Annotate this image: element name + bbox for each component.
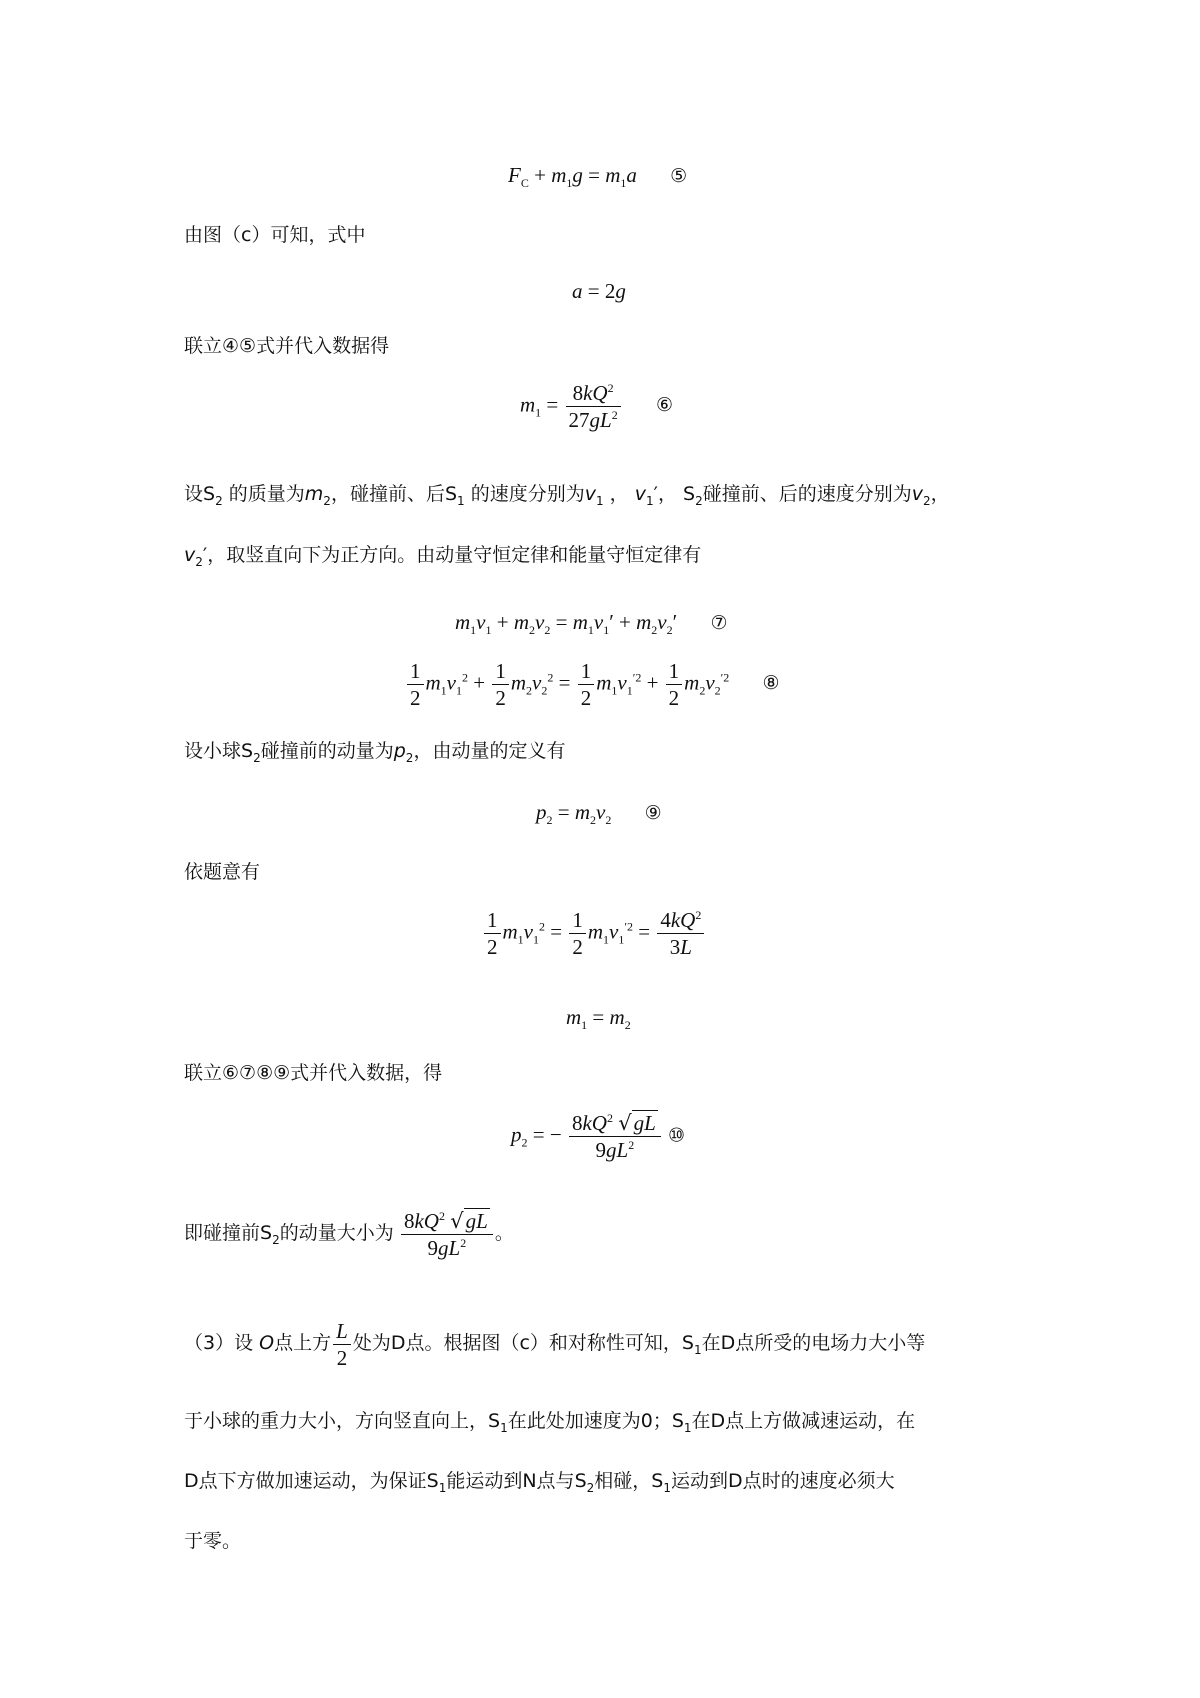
text-span: 的动量大小为 [279,1222,394,1244]
text-span: 设 [184,483,204,505]
equation-tag: ⑧ [762,672,780,695]
text-line: 即碰撞前$S_2$的动量大小为 $\frac{8kQ^2 √gL}{9gL^2}$ 。 [184,1208,514,1260]
equation-5: $F_C + m_1g = m_1a$ ⑤ [508,163,688,191]
text-span: 即碰撞前 [184,1222,261,1244]
text-span: 碰撞前的动量为 [260,740,394,762]
equation-6: $m_1$ = $\frac{8kQ^2}{27gL^2}$ ⑥ [520,381,673,432]
text-span: D点下方做加速运动，为保证 [184,1470,427,1492]
text-line: （3）设 O点上方 $\frac{L}{2}$ 处为D点。根据图（c）和对称性可知，$S_1$在D点所受的电场力大小等 [184,1318,926,1370]
text-span: 于小球的重力大小，方向竖直向上， [184,1410,489,1432]
equation-9: $p_2 = m_2v_2$ ⑨ [536,800,662,828]
text-span: ，取竖直向下为正方向。由动量守恒定律和能量守恒定律有 [207,544,702,566]
equation-tag: ⑤ [670,165,688,187]
text-span: 的速度分别为 [470,483,585,505]
equation-tag: ⑨ [644,802,662,824]
text-line: 联立④⑤式并代入数据得 [184,335,390,357]
text-span: 在D点所受的电场力大小等 [701,1332,926,1354]
text-span: 处为D点。根据图（c）和对称性可知， [352,1332,682,1354]
text-span: 的质量为 [228,483,305,505]
text-span: ，碰撞前、后 [330,483,445,505]
text-span: 在D点上方做减速运动，在 [691,1410,916,1432]
text-span: 在此处加速度为0； [507,1410,672,1432]
text-line: D点下方做加速运动，为保证$S_1$能运动到N点与$S_2$相碰，$S_1$运动到D点时的速度必须大 [184,1470,895,1495]
equation-a: a = 2g [572,279,626,303]
equation-tag: ⑩ [668,1124,686,1147]
text-line: 于零。 [184,1530,242,1552]
text-line: 设小球$S_2$碰撞前的动量为$p_2$，由动量的定义有 [184,740,566,765]
text-span: 。 [494,1222,514,1244]
equation-tag: ⑥ [655,394,673,417]
text-line: 设$S_2$ 的质量为$m_2$，碰撞前、后$S_1$ 的速度分别为$v_1$ ， $v_1'$， $S_2$碰撞前、后的速度分别为$v_2$， [184,483,950,508]
text-span: ，由动量的定义有 [413,740,566,762]
text-line: 由图（c）可知，式中 [184,224,366,246]
text-span: ， [609,483,629,505]
equation-energy: $\frac{1}{2}$ $m_1v_1^2$ = $\frac{1}{2}$ $m_1v_1^{'2}$ = $\frac{4kQ^2}{3L}$ [482,907,706,960]
text-line: 于小球的重力大小，方向竖直向上，$S_1$在此处加速度为0；$S_1$在D点上方做减速运动，在 [184,1410,916,1435]
text-line: 联立⑥⑦⑧⑨式并代入数据，得 [184,1062,443,1084]
text-span: 设小球 [184,740,242,762]
text-line: 依题意有 [184,861,261,883]
text-span: 碰撞前、后的速度分别为 [702,483,912,505]
text-span: 相碰， [594,1470,652,1492]
equation-mass-equal: $m_1 = m_2$ [566,1005,631,1033]
text-span: （3）设 [184,1332,254,1354]
equation-7: $m_1v_1 + m_2v_2 = m_1v_1' + m_2v_2'$ ⑦ [455,610,728,638]
text-line: $v_2'$，取竖直向下为正方向。由动量守恒定律和能量守恒定律有 [184,544,702,569]
text-span: ， [657,483,677,505]
text-span: 能运动到N点与 [446,1470,575,1492]
equation-tag: ⑦ [710,612,728,634]
text-span: 点上方 [274,1332,332,1354]
equation-10: $p_2$ = − $\frac{8kQ^2 √gL}{9gL^2}$ ⑩ [511,1111,686,1162]
text-span: 运动到D点时的速度必须大 [670,1470,895,1492]
text-span: ， [930,483,950,505]
equation-8: $\frac{1}{2}$ $m_1v_1^2$ + $\frac{1}{2}$ $m_2v_2^2$ = $\frac{1}{2}$ $m_1v_1^{'2}$ + $\frac{1}{2}$ $m_2v_2^{'2}$ ⑧ [405,658,780,711]
